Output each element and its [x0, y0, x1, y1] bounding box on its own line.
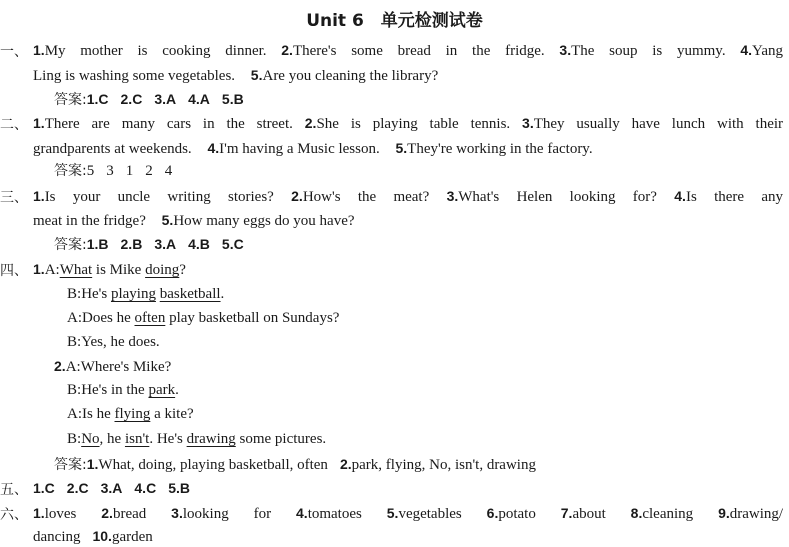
sentence: Is your uncle writing stories?: [44, 189, 274, 205]
item-number: 1.: [33, 188, 45, 204]
answer: 1.C: [86, 91, 109, 107]
text: He's in the: [81, 382, 149, 398]
speaker: A:: [67, 310, 82, 326]
speaker: B:: [67, 431, 82, 447]
item-number: 1.: [86, 456, 99, 472]
answer: 4.C: [134, 480, 157, 496]
speaker: B:: [67, 286, 82, 302]
text: play basketball on Sundays?: [165, 310, 340, 326]
section-3-answers: [54, 234, 244, 255]
answer: about: [572, 506, 606, 522]
section-1-marker: 一、: [0, 44, 28, 60]
answer: tomatoes: [307, 506, 362, 522]
text: ?: [179, 262, 186, 278]
dialogue-1-line-b1: [67, 284, 224, 304]
item-number: 3.: [171, 505, 183, 521]
answer: 3.A: [100, 480, 123, 496]
item-number: 3.: [522, 115, 534, 131]
speaker: A:: [65, 359, 81, 375]
text: some pictures.: [235, 431, 327, 447]
answer: 3.A: [154, 91, 177, 107]
text: Where's Mike?: [80, 359, 172, 375]
section-1-line-2: [33, 65, 438, 86]
answer: cleaning: [642, 506, 694, 522]
speaker: A:: [44, 262, 60, 278]
answer: garden: [111, 529, 153, 545]
filled-blank: isn't: [124, 431, 150, 447]
answer: 4.A: [188, 91, 210, 107]
answer: 5.B: [168, 480, 190, 496]
text: a kite?: [150, 406, 194, 422]
text: Does he: [82, 310, 135, 326]
sentence: Yang: [752, 43, 783, 59]
section-2-line-1: [33, 113, 783, 134]
section-6-marker: 六、: [0, 507, 28, 523]
item-number: 1.: [33, 261, 45, 277]
section-4-answers: [54, 454, 536, 475]
filled-blank: basketball: [159, 286, 221, 302]
sentence: grandparents at weekends.: [33, 141, 192, 157]
item-number: 6.: [486, 505, 499, 521]
item-number: 9.: [718, 505, 730, 521]
answer: 5: [86, 163, 95, 179]
answer: 2.C: [66, 480, 89, 496]
text: He's: [81, 286, 111, 302]
answer: 2: [145, 163, 153, 179]
section-3-line-1: [33, 186, 783, 207]
section-4-marker: 四、: [0, 263, 28, 279]
speaker: A:: [67, 406, 82, 422]
item-number: 3.: [559, 42, 572, 58]
sentence: The soup is yummy.: [571, 43, 726, 59]
section-5-marker: 五、: [0, 482, 28, 498]
item-number: 7.: [560, 505, 573, 521]
text: .: [175, 382, 179, 398]
sentence: I'm having a Music lesson.: [219, 141, 380, 157]
answer: loves: [44, 506, 77, 522]
item-number: 2.: [54, 358, 66, 374]
section-1-answers: [54, 89, 244, 110]
sentence: Are you cleaning the library?: [262, 68, 439, 84]
answer-label: 答案:: [54, 237, 87, 253]
dialogue-2-line-b1: [67, 380, 179, 400]
answer: 3: [106, 163, 114, 179]
answer: 5.B: [221, 91, 244, 107]
item-number: 2.: [291, 188, 303, 204]
sentence: Is there any: [685, 189, 784, 205]
answer: potato: [498, 506, 536, 522]
section-6-line-1: [33, 503, 783, 524]
item-number: 1.: [33, 42, 45, 58]
filled-blank: often: [134, 310, 166, 326]
filled-blank: flying: [114, 406, 151, 422]
section-6-line-2: [33, 526, 153, 547]
sentence: There are many cars in the street.: [44, 116, 293, 132]
sentence: What's Helen looking for?: [458, 189, 657, 205]
answer: 1: [125, 163, 134, 179]
dialogue-1-line-a1: [33, 259, 186, 280]
sentence: They usually have lunch with their: [533, 116, 784, 132]
filled-blank: What: [59, 262, 93, 278]
item-number: 2.: [304, 115, 317, 131]
answer: drawing/: [729, 506, 784, 522]
answer: 4: [164, 163, 173, 179]
section-3-marker: 三、: [0, 190, 28, 206]
dialogue-1-line-a2: [67, 308, 339, 328]
text: .: [220, 286, 225, 302]
item-number: 1.: [33, 505, 45, 521]
item-number: 2.: [281, 42, 293, 58]
sentence: She is playing table tennis.: [316, 116, 511, 132]
filled-blank: No: [81, 431, 100, 447]
sentence: My mother is cooking dinner.: [44, 43, 267, 59]
dialogue-2-line-b2: [67, 429, 326, 449]
text: , he: [99, 431, 125, 447]
speaker: B:: [67, 382, 82, 398]
section-3-line-2: [33, 210, 355, 231]
answer: park, flying, No, isn't, drawing: [351, 457, 536, 473]
answer: 4.B: [188, 236, 210, 252]
item-number: 4.: [207, 140, 220, 156]
answer: bread: [112, 506, 147, 522]
answer: 2.B: [120, 236, 143, 252]
item-number: 3.: [446, 188, 459, 204]
section-1-line-1: [33, 40, 783, 61]
sentence: Ling is washing some vegetables.: [33, 68, 236, 84]
section-2-marker: 二、: [0, 117, 28, 133]
item-number: 10.: [92, 528, 112, 544]
sentence: They're working in the factory.: [407, 141, 593, 157]
item-number: 5.: [250, 67, 263, 83]
speaker: B:: [67, 334, 82, 350]
item-number: 5.: [161, 212, 174, 228]
filled-blank: doing: [145, 262, 180, 278]
answer: 1.B: [86, 236, 109, 252]
item-number: 2.: [339, 456, 352, 472]
text: Is he: [82, 406, 115, 422]
section-2-line-2: [33, 138, 593, 159]
text: Yes, he does.: [81, 334, 160, 350]
filled-blank: park: [148, 382, 176, 398]
answer: looking for: [182, 506, 272, 522]
answer: What, doing, playing basketball, often: [98, 457, 328, 473]
answer-label: 答案:: [54, 457, 87, 473]
answer-label: 答案:: [54, 163, 87, 179]
sentence: How's the meat?: [302, 189, 430, 205]
item-number: 5.: [395, 140, 408, 156]
page-title: Unit 6 单元检测试卷: [306, 11, 483, 31]
filled-blank: playing: [110, 286, 156, 302]
answer: dancing: [33, 529, 81, 545]
sentence: meat in the fridge?: [33, 213, 146, 229]
answer-label: 答案:: [54, 92, 87, 108]
answer: 3.A: [154, 236, 177, 252]
filled-blank: drawing: [186, 431, 236, 447]
sentence: There's some bread in the fridge.: [292, 43, 545, 59]
dialogue-2-line-a1: [54, 356, 171, 377]
text: is Mike: [92, 262, 146, 278]
item-number: 4.: [674, 188, 686, 204]
section-2-answers: [54, 161, 172, 181]
sentence: How many eggs do you have?: [173, 213, 355, 229]
item-number: 5.: [386, 505, 399, 521]
item-number: 4.: [740, 42, 752, 58]
section-5-answers: [33, 478, 190, 499]
item-number: 8.: [630, 505, 643, 521]
answer: 1.C: [33, 480, 55, 496]
answer: 2.C: [120, 91, 143, 107]
answer: 5.C: [221, 236, 244, 252]
dialogue-1-line-b2: [67, 332, 160, 352]
text: . He's: [149, 431, 187, 447]
item-number: 1.: [33, 115, 45, 131]
item-number: 4.: [296, 505, 308, 521]
answer: vegetables: [398, 506, 462, 522]
item-number: 2.: [101, 505, 113, 521]
dialogue-2-line-a2: [67, 404, 194, 424]
